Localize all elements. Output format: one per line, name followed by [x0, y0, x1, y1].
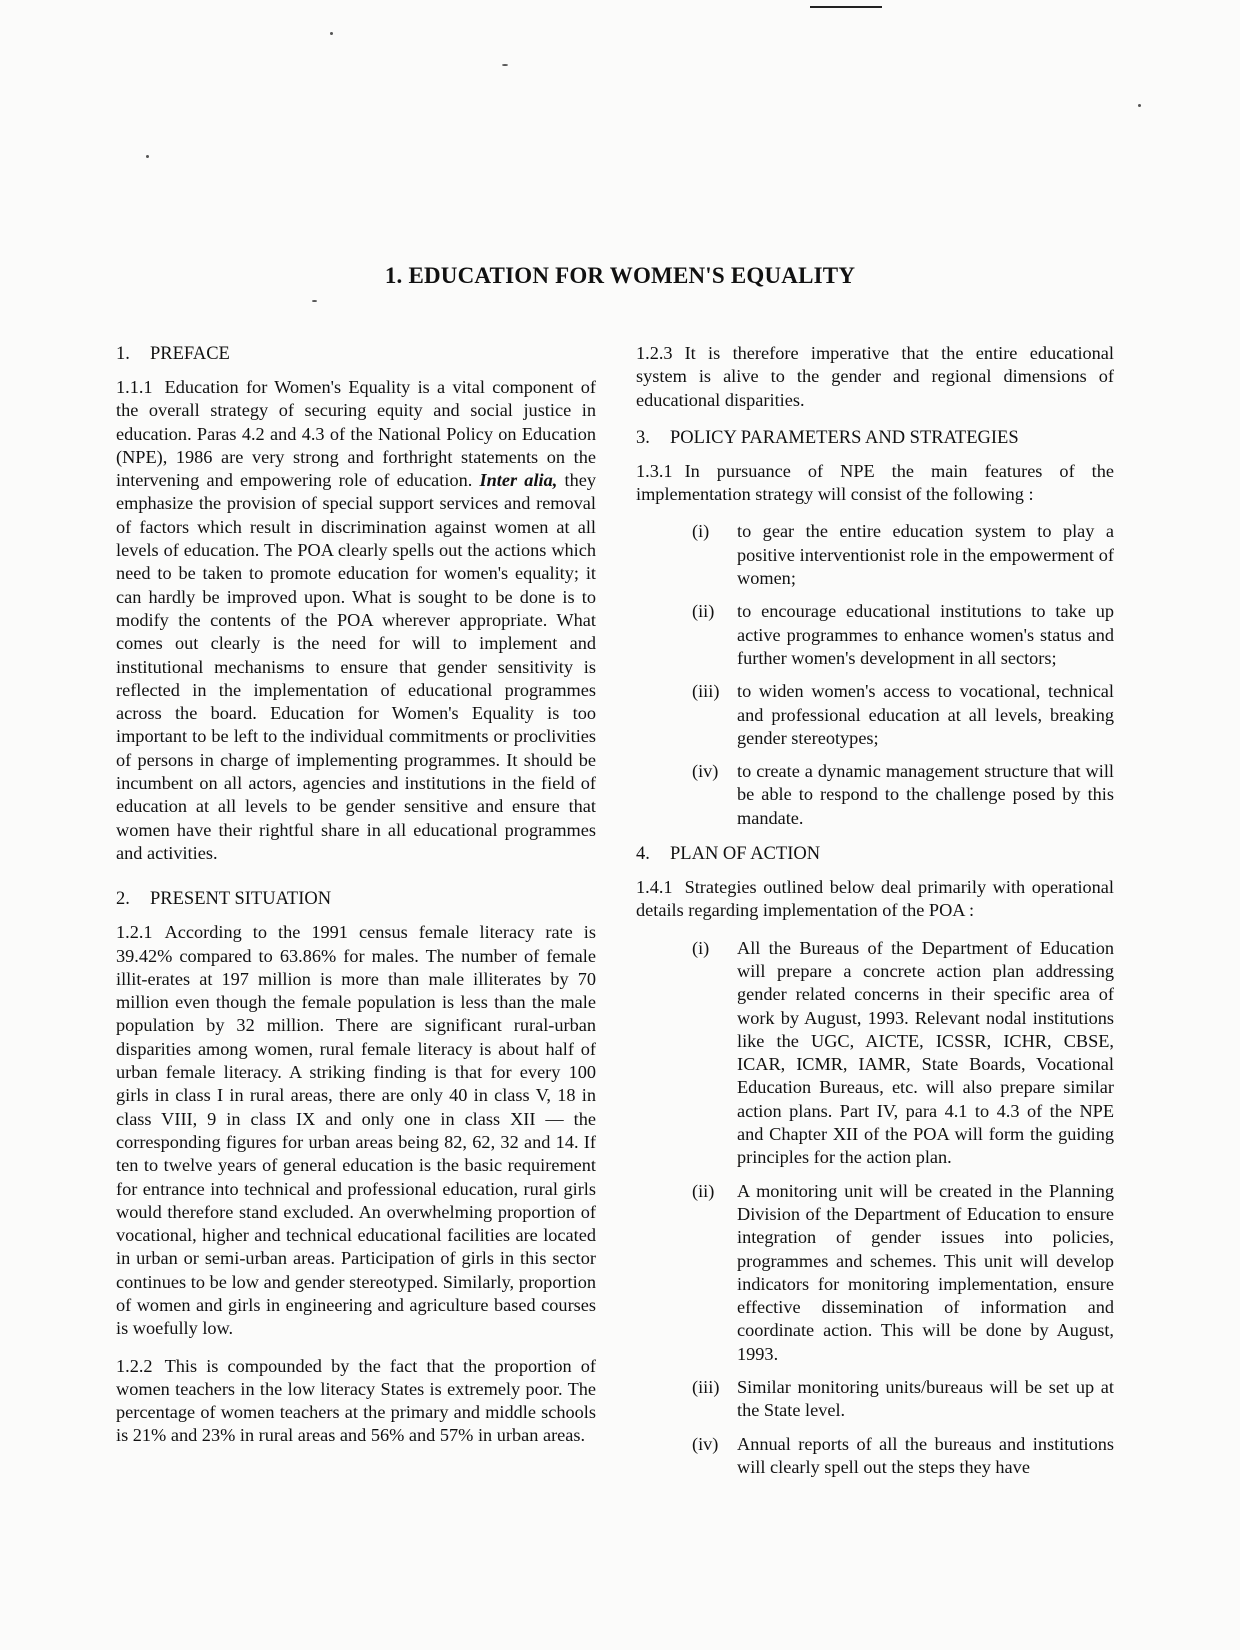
- section-heading-present-situation: [116, 887, 596, 911]
- heading-number: 4.: [636, 844, 650, 865]
- paragraph-1-2-1: [116, 921, 596, 1340]
- strategy-list: [636, 520, 1114, 830]
- list-item: [636, 1180, 1114, 1366]
- list-marker: (i): [692, 937, 710, 958]
- scan-speck: [146, 155, 149, 158]
- heading-text: PRESENT SITUATION: [150, 889, 332, 910]
- paragraph-number: 1.2.3: [636, 343, 673, 363]
- paragraph-text: they emphasize the provision of special support services and removal of factors which result in discrimination against women at all levels of education. The POA clearly spells out the actions which need to be taken to promote education for women's equality; it can hardly be improved upon. What is sought to be done is to modify the contents of the POA wherever appropriate. What comes out clearly is the need for will to implement and institutional mechanisms to ensure that gender sensitivity is reflected in the implementation of educational programmes across the board. Education for Women's Equality is too important to be left to the individual commitments or proclivities of persons in charge of implementing programmes. It should be incumbent on all actors, agencies and institutions in the field of education at all levels to be gender sensitive and ensure that women have their rightful share in all educational programmes and activities.: [116, 470, 596, 863]
- list-marker: (iii): [692, 681, 720, 702]
- list-item: [636, 680, 1114, 750]
- heading-text: POLICY PARAMETERS AND STRATEGIES: [670, 427, 1019, 448]
- action-list: [636, 937, 1114, 1480]
- list-item-text: All the Bureaus of the Department of Education will prepare a concrete action plan addressing gender related concerns in their specific area of work by August, 1993. Relevant nodal institutions like the UGC, AICTE, ICSSR, ICHR, CBSE, ICAR, ICMR, IAMR, State Boards, Vocational Education Bureaus, etc. will also prepare similar action plans. Part IV, para 4.1 to 4.3 of the NPE and Chapter XII of the POA will form the guiding principles for the action plan.: [737, 937, 1114, 1168]
- paragraph-number: 1.3.1: [636, 460, 673, 481]
- paragraph-number: 1.1.1: [116, 377, 153, 397]
- list-item: [636, 1433, 1114, 1480]
- heading-number: 1.: [116, 344, 130, 364]
- list-marker: (ii): [692, 601, 715, 622]
- list-item-text: Similar monitoring units/bureaus will be set up at the State level.: [737, 1376, 1114, 1421]
- paragraph-number: 1.2.1: [116, 922, 153, 943]
- paragraph-1-2-2: [116, 1355, 596, 1448]
- paragraph-text: Strategies outlined below deal primarily with operational details regarding implementation of the POA :: [636, 877, 1114, 921]
- header-rule: [810, 6, 882, 8]
- paragraph-1-4-1: [636, 876, 1114, 923]
- emphasis-text: Inter alia,: [479, 470, 558, 491]
- page-title: 1. EDUCATION FOR WOMEN'S EQUALITY: [384, 263, 856, 288]
- scan-speck: [1138, 104, 1141, 107]
- paragraph-text: Education for Women's Equality is a vital component of the overall strategy of securing equity and social justice in education. Paras 4.2 and 4.3 of the National Policy on Education (NPE), 1986 are very strong and forthright statements on the intervening and empowering role of education.: [116, 377, 596, 491]
- list-item: [636, 760, 1114, 830]
- section-heading-policy-parameters: [636, 426, 1114, 450]
- heading-number: 3.: [636, 427, 650, 448]
- paragraph-text: According to the 1991 census female literacy rate is 39.42% compared to 63.86% for males. The number of female illit-erates at 197 million is more than male illiterates by 70 million even though the female population is less than the male population by 32 million. There are significant rural-urban disparities among women, rural female literacy is about half of urban female literacy. A striking finding is that for every 100 girls in class I in rural areas, there are only 40 in class V, 18 in class VIII, 9 in class IX and only one in class XII — the corresponding figures for urban areas being 82, 62, 32 and 14. If ten to twelve years of general education is the basic requirement for entrance into technical and professional education, rural girls would therefore stand excluded. An overwhelming proportion of vocational, higher and technical educational facilities are located in urban or semi-urban areas. Participation of girls in this sector continues to be low and gender stereotyped. Similarly, proportion of women and girls in engineering and agriculture based courses is woefully low.: [116, 922, 596, 1339]
- list-item-text: to encourage educational institutions to take up active programmes to enhance women's status and further women's development in all sectors;: [737, 601, 1114, 668]
- paragraph-1-1-1: [116, 376, 596, 865]
- list-item: [636, 600, 1114, 670]
- section-heading-plan-of-action: [636, 842, 1114, 866]
- left-column: [116, 342, 596, 1462]
- list-item-text: to widen women's access to vocational, technical and professional education at all levels, breaking gender stereotypes;: [737, 681, 1114, 748]
- scan-speck: [330, 32, 333, 35]
- paragraph-1-3-1: [636, 460, 1114, 507]
- list-marker: (iv): [692, 1433, 719, 1454]
- scan-speck: [502, 64, 508, 66]
- list-item: [636, 1376, 1114, 1423]
- list-marker: (i): [692, 521, 710, 542]
- paragraph-1-2-3: [636, 342, 1114, 412]
- list-marker: (ii): [692, 1180, 715, 1201]
- heading-number: 2.: [116, 889, 130, 910]
- heading-text: PREFACE: [150, 344, 230, 364]
- paragraph-text: In pursuance of NPE the main features of the implementation strategy will consist of the following :: [636, 460, 1114, 505]
- scan-speck: [312, 300, 317, 302]
- list-item-text: to create a dynamic management structure that will be able to respond to the challenge posed by this mandate.: [737, 761, 1114, 828]
- list-item-text: Annual reports of all the bureaus and institutions will clearly spell out the steps they have: [737, 1433, 1114, 1477]
- right-column: [636, 342, 1114, 1491]
- list-marker: (iv): [692, 761, 719, 782]
- paragraph-text: It is therefore imperative that the entire educational system is alive to the gender and regional dimensions of educational disparities.: [636, 343, 1114, 410]
- list-item: [636, 520, 1114, 590]
- list-marker: (iii): [692, 1376, 720, 1397]
- list-item-text: A monitoring unit will be created in the Planning Division of the Department of Education to ensure integration of gender issues into policies, programmes and schemes. This unit will develop indicators for monitoring implementation, ensure effective dissemination of information and coordinate action. This will be done by August, 1993.: [737, 1180, 1114, 1364]
- list-item-text: to gear the entire education system to play a positive interventionist role in the empowerment of women;: [737, 521, 1114, 589]
- heading-text: PLAN OF ACTION: [670, 844, 821, 865]
- paragraph-text: This is compounded by the fact that the proportion of women teachers in the low literacy States is extremely poor. The percentage of women teachers at the primary and middle schools is 21% and 23% in rural areas and 56% and 57% in urban areas.: [116, 1355, 596, 1446]
- section-heading-preface: [116, 342, 596, 366]
- paragraph-number: 1.2.2: [116, 1355, 153, 1376]
- paragraph-number: 1.4.1: [636, 877, 673, 898]
- list-item: [636, 937, 1114, 1170]
